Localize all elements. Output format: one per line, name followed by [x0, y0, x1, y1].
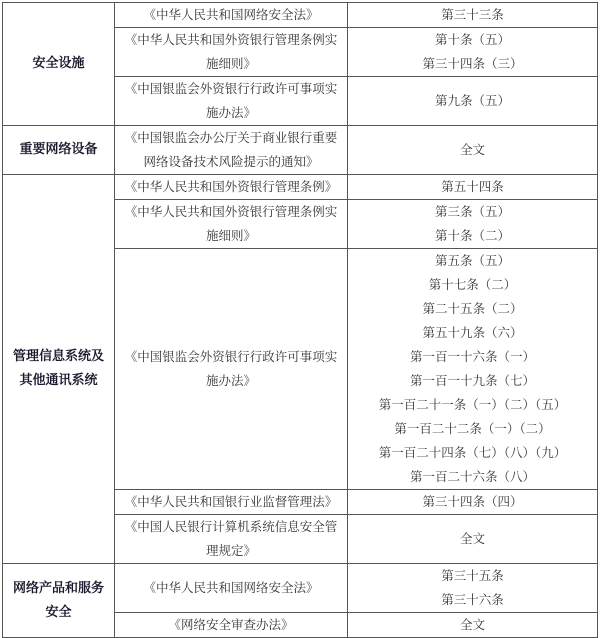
article-reference: 第九条（五） — [434, 93, 510, 108]
law-title: 《中国银监会外资银行行政许可事项实施办法》 — [124, 81, 338, 120]
article-reference: 全文 — [459, 531, 485, 546]
article-reference: 第五十九条（六） — [422, 325, 523, 340]
article-reference: 第一百二十六条（八） — [409, 469, 535, 484]
law-title: 《中华人民共和国网络安全法》 — [143, 7, 319, 22]
article-reference: 第二十五条（二） — [422, 301, 523, 316]
articles-cell — [348, 126, 598, 175]
article-reference: 第三十五条 — [441, 568, 504, 583]
regulation-table — [2, 2, 598, 638]
articles-cell — [348, 613, 598, 638]
article-reference: 第五十四条 — [441, 179, 504, 194]
law-title: 《中国银监会外资银行行政许可事项实施办法》 — [124, 349, 338, 388]
law-title: 《中国人民银行计算机系统信息安全管理规定》 — [124, 519, 338, 558]
law-title: 《中华人民共和国网络安全法》 — [143, 580, 319, 595]
article-reference: 全文 — [459, 617, 485, 632]
category-cell — [3, 175, 115, 564]
law-title: 《中国银监会办公厅关于商业银行重要网络设备技术风险提示的通知》 — [124, 130, 338, 169]
articles-cell — [348, 249, 598, 490]
article-reference: 第一百二十一条（一）（二）（五） — [378, 397, 567, 412]
article-reference: 第三条（五） — [434, 204, 510, 219]
article-reference: 第十七条（二） — [428, 277, 517, 292]
law-cell — [115, 515, 348, 564]
law-cell — [115, 3, 348, 28]
article-reference: 第三十四条（四） — [422, 494, 523, 509]
law-title: 《中华人民共和国银行业监督管理法》 — [124, 494, 338, 509]
category-label: 其他通讯系统 — [19, 373, 98, 388]
articles-cell — [348, 3, 598, 28]
category-label: 安全设施 — [32, 56, 85, 71]
law-cell — [115, 28, 348, 77]
table-row — [3, 564, 598, 613]
law-cell — [115, 175, 348, 200]
law-cell — [115, 126, 348, 175]
article-reference: 第三十三条 — [441, 7, 504, 22]
table-row — [3, 175, 598, 200]
law-title: 《中华人民共和国外资银行管理条例》 — [124, 179, 338, 194]
law-cell — [115, 490, 348, 515]
article-reference: 第三十四条（三） — [422, 56, 523, 71]
law-title: 《中华人民共和国外资银行管理条例实施细则》 — [124, 32, 338, 71]
law-title: 《中华人民共和国外资银行管理条例实施细则》 — [124, 204, 338, 243]
article-reference: 第一百一十九条（七） — [409, 373, 535, 388]
category-cell — [3, 126, 115, 175]
articles-cell — [348, 175, 598, 200]
law-cell — [115, 200, 348, 249]
articles-cell — [348, 77, 598, 126]
category-cell — [3, 564, 115, 638]
article-reference: 第三十六条 — [441, 592, 504, 607]
article-reference: 全文 — [459, 142, 485, 157]
category-cell — [3, 3, 115, 126]
table-row — [3, 3, 598, 28]
category-label: 网络产品和服务 — [12, 580, 104, 596]
law-cell — [115, 77, 348, 126]
article-reference: 第一百二十四条（七）（八）（九） — [378, 445, 567, 460]
category-label: 安全 — [45, 604, 72, 620]
law-cell — [115, 564, 348, 613]
article-reference: 第一百二十二条（一）（二） — [394, 421, 551, 436]
law-title: 《网络安全审查办法》 — [168, 617, 294, 632]
articles-cell — [348, 28, 598, 77]
law-cell — [115, 613, 348, 638]
category-label: 重要网络设备 — [19, 142, 98, 157]
article-reference: 第一百一十六条（一） — [409, 349, 535, 364]
table-row — [3, 126, 598, 175]
article-reference: 第十条（五） — [434, 32, 510, 47]
articles-cell — [348, 515, 598, 564]
articles-cell — [348, 564, 598, 613]
articles-cell — [348, 490, 598, 515]
article-reference: 第十条（二） — [434, 228, 510, 243]
law-cell — [115, 249, 348, 490]
category-label: 管理信息系统及 — [12, 349, 104, 364]
article-reference: 第五条（五） — [434, 253, 510, 268]
articles-cell — [348, 200, 598, 249]
